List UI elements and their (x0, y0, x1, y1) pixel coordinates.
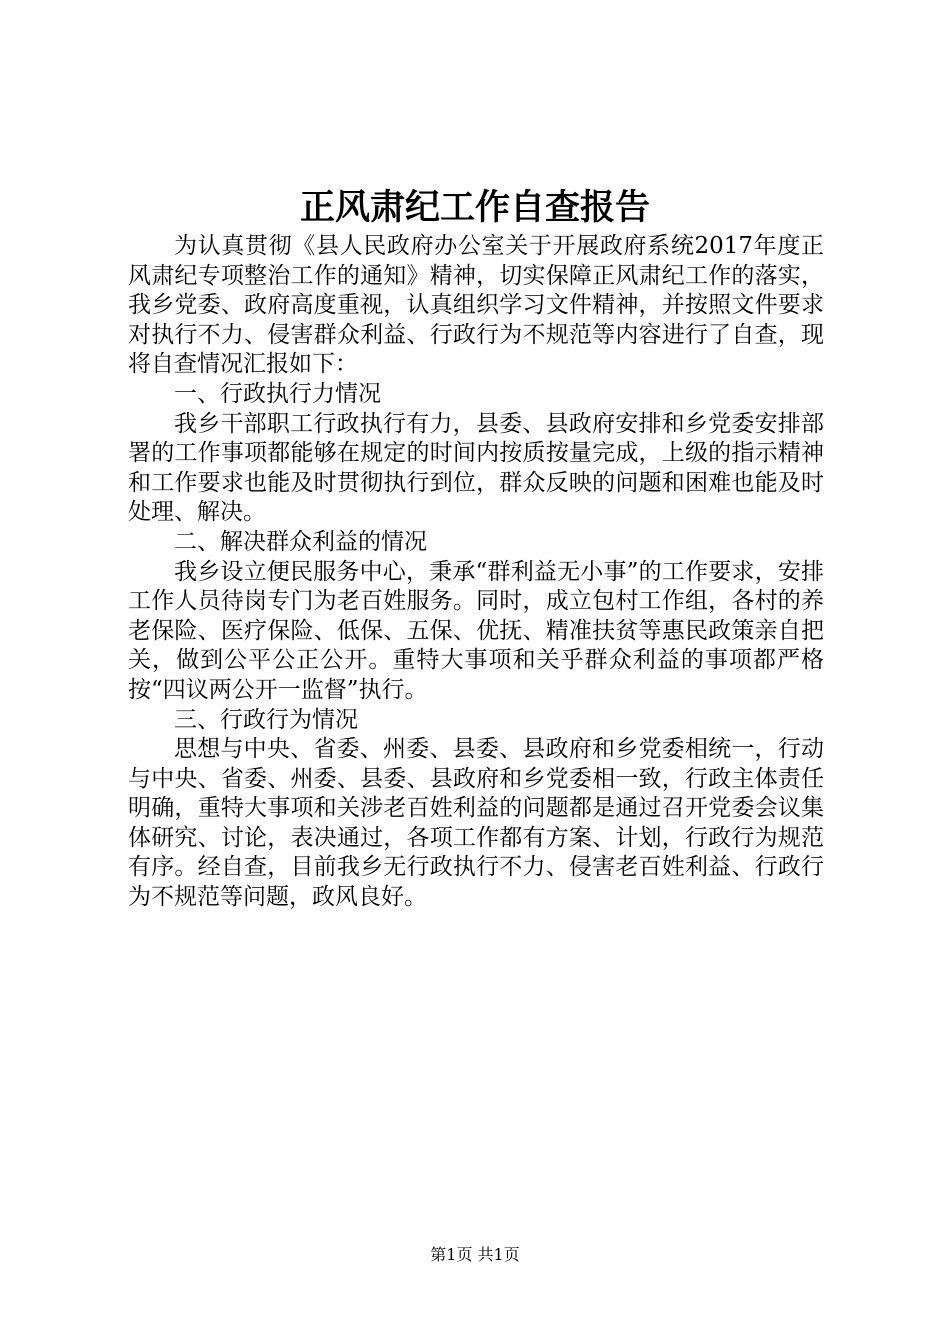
section-paragraph-3: 思想与中央、省委、州委、县委、县政府和乡党委相统一，行动与中央、省委、州委、县委、县政府和乡党委相一致，行政主体责任明确，重特大事项和关涉老百姓利益的问题都是通过召开党委会议集体研究、讨论，表决通过，各项工作都有方案、计划，行政行为规范有序。经自查，目前我乡无行政执行不力、侵害老百姓利益、行政行为不规范等问题，政风良好。 (128, 736, 824, 911)
page-number-footer: 第1页 共1页 (430, 1245, 520, 1264)
section-paragraph-2: 我乡设立便民服务中心，秉承“群利益无小事”的工作要求，安排工作人员待岗专门为老百姓服务。同时，成立包村工作组，各村的养老保险、医疗保险、低保、五保、优抚、精准扶贫等惠民政策亲自把关，做到公平公正公开。重特大事项和关乎群众利益的事项都严格按“四议两公开一监督”执行。 (128, 558, 824, 703)
document-title: 正风肃纪工作自查报告 (299, 187, 650, 228)
section-heading-1: 一、行政执行力情况 (174, 380, 381, 407)
section-heading-3: 三、行政行为情况 (174, 706, 358, 733)
section-heading-2: 二、解决群众利益的情况 (174, 528, 427, 555)
intro-paragraph: 为认真贯彻《县人民政府办公室关于开展政府系统2017年度正风肃纪专项整治工作的通知》精神，切实保障正风肃纪工作的落实，我乡党委、政府高度重视，认真组织学习文件精神，并按照文件要求对执行不力、侵害群众利益、行政行为不规范等内容进行了自查，现将自查情况汇报如下： (128, 233, 824, 378)
section-paragraph-1: 我乡干部职工行政执行有力，县委、县政府安排和乡党委安排部署的工作事项都能够在规定的时间内按质按量完成，上级的指示精神和工作要求也能及时贯彻执行到位，群众反映的问题和困难也能及时处理、解决。 (128, 410, 824, 526)
document-body (128, 232, 824, 913)
